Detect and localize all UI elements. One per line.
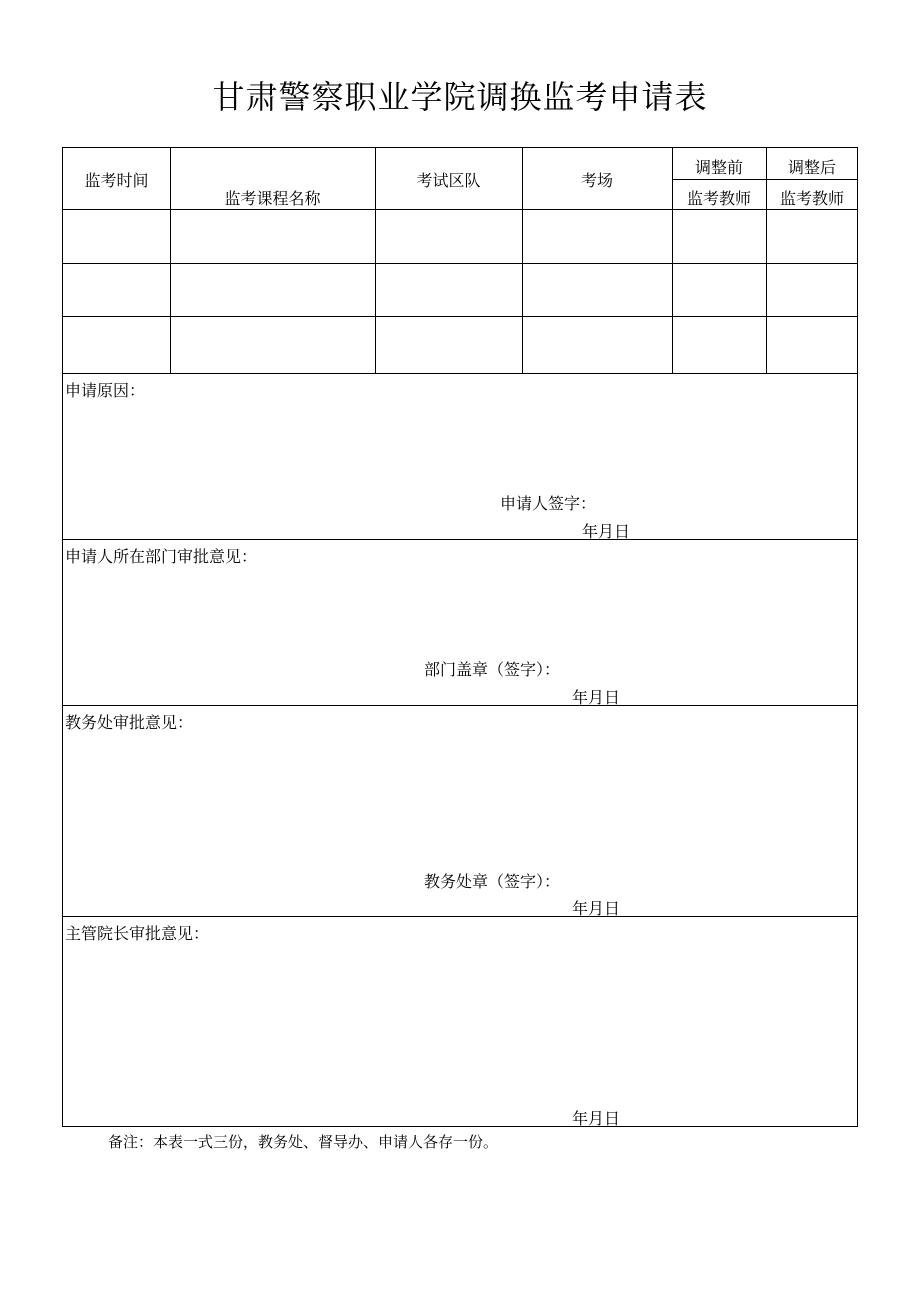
academic-affairs-stamp-label: 教务处章（签字）： (424, 872, 561, 891)
reason-label: 申请原因： (65, 381, 146, 400)
row-divider (63, 209, 858, 210)
column-divider (766, 148, 767, 373)
header-course-name: 监考课程名称 (224, 189, 321, 208)
header-exam-team: 考试区队 (416, 171, 481, 190)
section-divider (63, 539, 858, 540)
row-divider (63, 373, 858, 374)
row-divider (63, 263, 858, 264)
footnote: 备注：本表一式三份，教务处、督导办、申请人各存一份。 (108, 1133, 499, 1151)
column-divider (170, 148, 171, 373)
column-divider (672, 148, 673, 373)
header-before-adjust: 调整前 (694, 158, 743, 177)
row-divider (63, 316, 858, 317)
header-exam-time: 监考时间 (84, 171, 149, 190)
header-invigilator-after: 监考教师 (779, 189, 844, 208)
section-divider (63, 916, 858, 917)
academic-affairs-date-label: 年月日 (572, 899, 621, 918)
header-after-adjust: 调整后 (787, 158, 836, 177)
dean-date-label: 年月日 (572, 1109, 621, 1128)
reason-date-label: 年月日 (582, 522, 631, 541)
header-exam-room: 考场 (580, 171, 613, 190)
page-title: 甘肃警察职业学院调换监考申请表 (212, 78, 708, 116)
dean-opinion-label: 主管院长审批意见： (65, 924, 210, 943)
application-form (62, 147, 858, 1127)
department-date-label: 年月日 (572, 688, 621, 707)
department-stamp-label: 部门盖章（签字）： (424, 660, 561, 679)
section-divider (63, 705, 858, 706)
header-invigilator-before: 监考教师 (686, 189, 751, 208)
academic-affairs-opinion-label: 教务处审批意见： (65, 713, 194, 732)
header-split-line (672, 179, 858, 180)
department-opinion-label: 申请人所在部门审批意见： (65, 547, 258, 566)
applicant-signature-label: 申请人签字： (500, 494, 597, 513)
